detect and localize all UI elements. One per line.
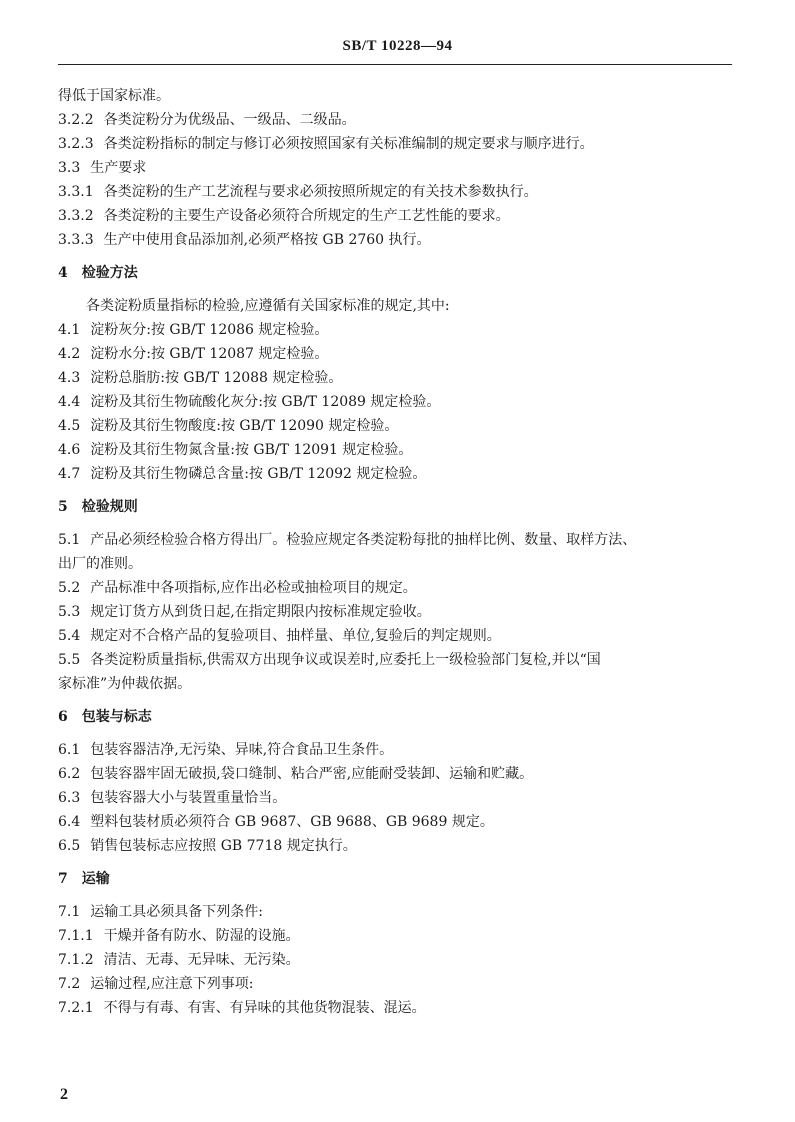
clause-number: 5	[58, 499, 68, 515]
clause-text: 各类淀粉质量指标的检验,应遵循有关国家标准的规定,其中:	[86, 298, 450, 314]
clause-text: 规定订货方从到货日起,在指定期限内按标准规定验收。	[90, 604, 431, 620]
clause-number: 3.2.2	[58, 112, 94, 128]
clause-line	[58, 156, 734, 180]
clause-line	[58, 528, 734, 552]
clause-line	[58, 462, 734, 486]
clause-text: 运输	[81, 871, 110, 887]
clause-number: 3.2.3	[58, 136, 94, 152]
clause-line	[58, 600, 734, 624]
clause-number: 6.5	[58, 838, 81, 854]
clause-number: 7	[58, 871, 68, 887]
clause-text: 产品标准中各项指标,应作出必检或抽检项目的规定。	[90, 580, 417, 596]
section-heading	[58, 261, 734, 285]
clause-number: 7.2.1	[58, 1000, 94, 1016]
header-rule	[58, 64, 732, 65]
clause-line	[58, 576, 734, 600]
clause-number: 7.2	[58, 976, 81, 992]
clause-text: 生产要求	[90, 160, 147, 176]
clause-text: 生产中使用食品添加剂,必须严格按 GB 2760 执行。	[103, 232, 431, 248]
clause-line	[58, 972, 734, 996]
clause-line	[58, 924, 734, 948]
clause-text: 包装容器牢固无破损,袋口缝制、粘合严密,应能耐受装卸、运输和贮藏。	[90, 766, 534, 782]
clause-text: 出厂的准则。	[58, 556, 142, 572]
clause-text: 淀粉及其衍生物磷总含量:按 GB/T 12092 规定检验。	[90, 466, 427, 482]
clause-line	[58, 342, 734, 366]
clause-line	[58, 762, 734, 786]
clause-number: 4.1	[58, 322, 81, 338]
clause-number: 4.2	[58, 346, 81, 362]
clause-text: 不得与有毒、有害、有异味的其他货物混装、混运。	[103, 1000, 426, 1016]
document-body	[58, 84, 734, 1020]
clause-text: 淀粉灰分:按 GB/T 12086 规定检验。	[90, 322, 329, 338]
clause-line	[58, 948, 734, 972]
clause-line	[58, 810, 734, 834]
clause-text: 运输工具必须具备下列条件:	[90, 904, 263, 920]
clause-text: 产品必须经检验合格方得出厂。检验应规定各类淀粉每批的抽样比例、数量、取样方法、	[90, 532, 637, 548]
clause-text: 规定对不合格产品的复验项目、抽样量、单位,复验后的判定规则。	[90, 628, 501, 644]
clause-number: 4.6	[58, 442, 81, 458]
clause-text: 淀粉总脂肪:按 GB/T 12088 规定检验。	[90, 370, 343, 386]
clause-text: 检验规则	[81, 499, 138, 515]
paragraph-line	[58, 552, 734, 576]
clause-text: 包装容器洁净,无污染、异味,符合食品卫生条件。	[90, 742, 394, 758]
clause-line	[58, 648, 734, 672]
clause-number: 7.1.2	[58, 952, 94, 968]
clause-text: 淀粉及其衍生物酸度:按 GB/T 12090 规定检验。	[90, 418, 399, 434]
paragraph-line	[58, 672, 734, 696]
clause-number: 3.3.2	[58, 208, 94, 224]
clause-text: 干燥并备有防水、防湿的设施。	[103, 928, 300, 944]
clause-line	[58, 132, 734, 156]
clause-line	[58, 996, 734, 1020]
clause-line	[58, 318, 734, 342]
clause-text: 各类淀粉分为优级品、一级品、二级品。	[103, 112, 356, 128]
clause-number: 3.3	[58, 160, 81, 176]
document-code-header: SB/T 10228—94	[342, 38, 453, 54]
section-heading	[58, 495, 734, 519]
clause-line	[58, 108, 734, 132]
clause-text: 淀粉及其衍生物氮含量:按 GB/T 12091 规定检验。	[90, 442, 413, 458]
clause-text: 清洁、无毒、无异味、无污染。	[103, 952, 300, 968]
clause-text: 各类淀粉质量指标,供需双方出现争议或误差时,应委托上一级检验部门复检,并以“国	[90, 652, 601, 668]
clause-number: 3.3.3	[58, 232, 94, 248]
clause-text: 淀粉及其衍生物硫酸化灰分:按 GB/T 12089 规定检验。	[90, 394, 441, 410]
clause-line	[58, 738, 734, 762]
clause-number: 6	[58, 709, 68, 725]
clause-number: 4.7	[58, 466, 81, 482]
section-heading	[58, 705, 734, 729]
clause-text: 各类淀粉的生产工艺流程与要求必须按照所规定的有关技术参数执行。	[103, 184, 538, 200]
clause-number: 7.1	[58, 904, 81, 920]
clause-line	[58, 204, 734, 228]
clause-line	[58, 414, 734, 438]
clause-number: 7.1.1	[58, 928, 94, 944]
clause-line	[58, 180, 734, 204]
clause-line	[58, 786, 734, 810]
page-number: 2	[60, 1086, 68, 1103]
clause-text: 淀粉水分:按 GB/T 12087 规定检验。	[90, 346, 329, 362]
clause-number: 5.2	[58, 580, 81, 596]
clause-number: 5.1	[58, 532, 81, 548]
clause-text: 各类淀粉的主要生产设备必须符合所规定的生产工艺性能的要求。	[103, 208, 510, 224]
clause-text: 塑料包装材质必须符合 GB 9687、GB 9688、GB 9689 规定。	[90, 814, 494, 830]
clause-number: 6.2	[58, 766, 81, 782]
clause-line	[58, 390, 734, 414]
clause-number: 5.3	[58, 604, 81, 620]
clause-number: 6.3	[58, 790, 81, 806]
clause-number: 6.4	[58, 814, 81, 830]
clause-line	[58, 624, 734, 648]
clause-number: 4	[58, 265, 68, 281]
clause-text: 检验方法	[81, 265, 138, 281]
clause-text: 包装容器大小与装置重量恰当。	[90, 790, 287, 806]
clause-line	[58, 366, 734, 390]
clause-number: 5.5	[58, 652, 81, 668]
clause-text: 运输过程,应注意下列事项:	[90, 976, 254, 992]
clause-line	[58, 834, 734, 858]
clause-number: 4.3	[58, 370, 81, 386]
clause-number: 4.5	[58, 418, 81, 434]
section-heading	[58, 867, 734, 891]
paragraph-line	[58, 84, 734, 108]
clause-number: 4.4	[58, 394, 81, 410]
clause-line	[58, 228, 734, 252]
clause-text: 包装与标志	[81, 709, 152, 725]
paragraph-line	[58, 294, 734, 318]
clause-line	[58, 900, 734, 924]
clause-number: 3.3.1	[58, 184, 94, 200]
clause-text: 各类淀粉指标的制定与修订必须按照国家有关标准编制的规定要求与顺序进行。	[103, 136, 594, 152]
clause-number: 6.1	[58, 742, 81, 758]
clause-line	[58, 438, 734, 462]
clause-text: 得低于国家标准。	[58, 88, 170, 104]
clause-text: 家标准”为仲裁依据。	[58, 676, 192, 692]
clause-number: 5.4	[58, 628, 81, 644]
clause-text: 销售包装标志应按照 GB 7718 规定执行。	[90, 838, 357, 854]
